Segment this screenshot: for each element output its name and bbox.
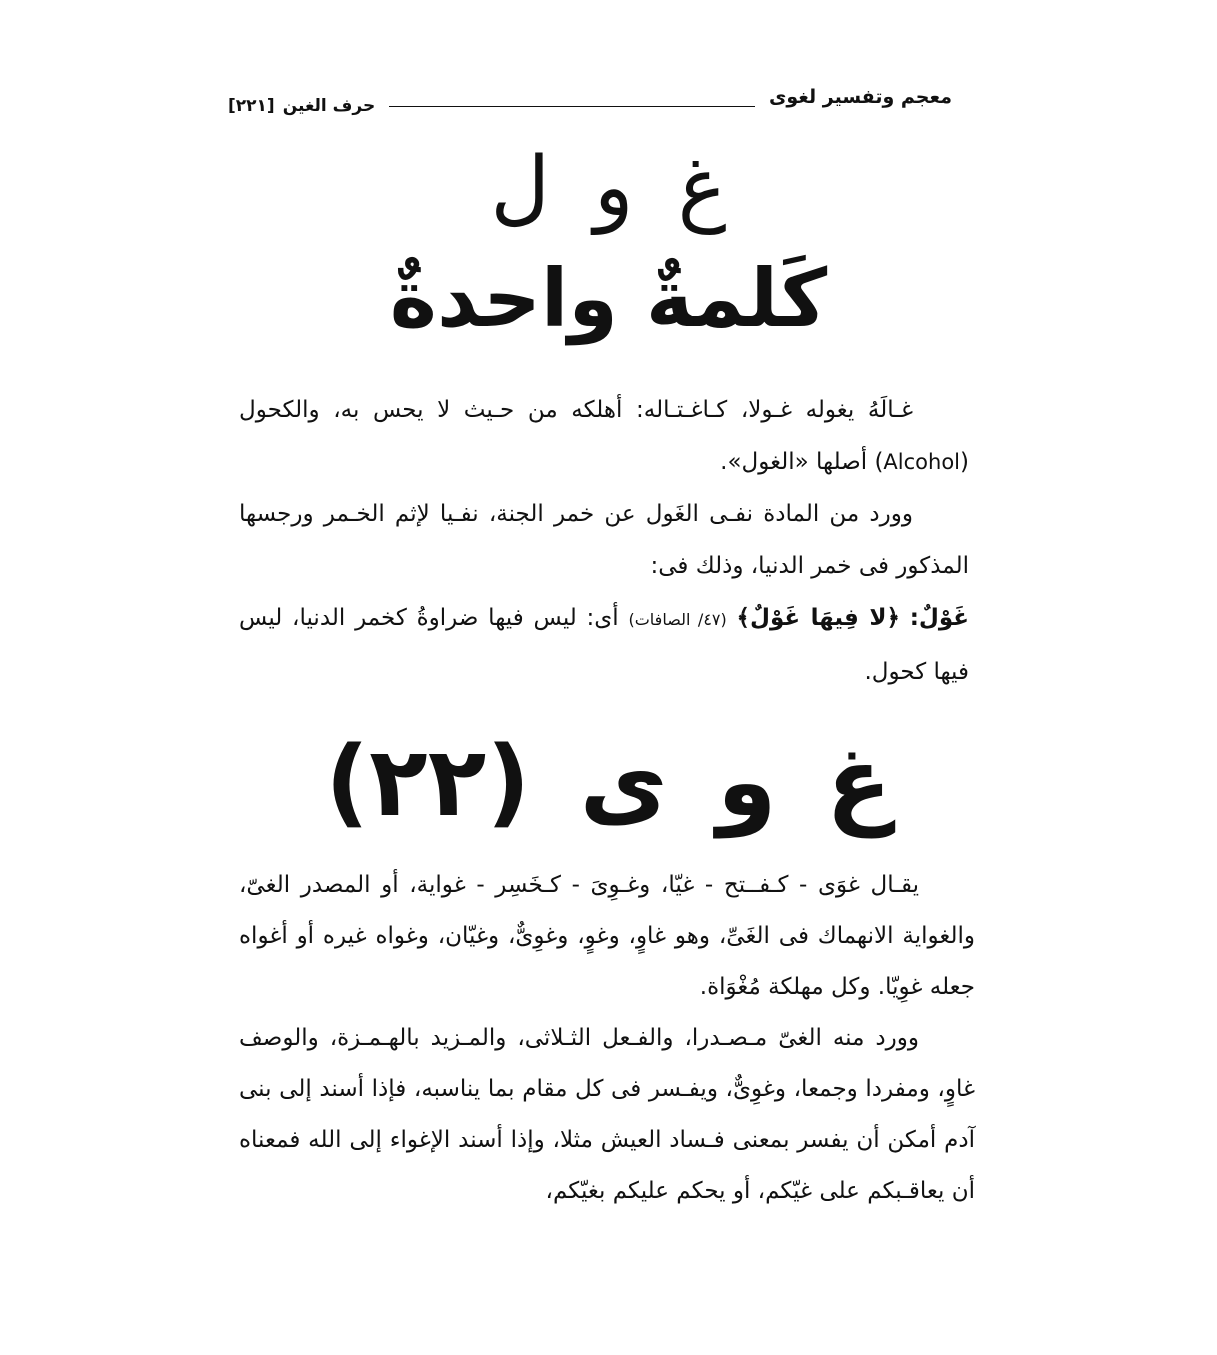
- quoted-word: غَوْلٌ:: [909, 605, 970, 631]
- alcohol-term: Alcohol: [883, 450, 961, 474]
- entry1-paragraph-2: وورد من المادة نفـى الغَول عن خمر الجنة، نفـيا لإثم الخـمر ورجسها المذكور فى خمر الدنيا، وذلك فى:: [239, 501, 969, 579]
- entry1-paragraph-1: [239, 384, 969, 488]
- entry2-body: [239, 860, 975, 1217]
- quote-explanation: أى: ليس فيها ضراوةُ كخمر الدنيا، ليس فيها كحول.: [239, 605, 969, 685]
- quran-verse: ﴿لا فِيهَا غَوْلٌ﴾: [736, 605, 900, 631]
- entry1-body: [239, 384, 969, 698]
- entry2-paragraph-1: يقـال غوَى - كـفــتح - غيّا، وغـوِىَ - كـخَسِر - غواية، أو المصدر الغىّ، والغواية الانهماك فى الغَىِّ، وهو غاوٍ، وغوٍ، وغوِىٌّ، وغيّان، وغواه غيره أو أغواه جعله غوِيّا. وكل مهلكة مُغْوَاة.: [239, 872, 975, 1000]
- header-rule: [389, 106, 755, 107]
- paragraph-text: غـالَهُ يغوله غـولا، كـاغـتـاله: أهلكه من حـيث لا يحس به، والكحول (: [239, 397, 969, 475]
- entry2-paragraph-2: وورد منه الغىّ مـصـدرا، والفـعل الثـلاثى، والمـزيد بالهـمـزة، والوصف غاوٍ، ومفردا وجمعا، وغوِىٌّ، ويفـسر فى كل مقام بما يناسبه، فإذا أسند إلى بنى آدم أمكن أن يفسر بمعنى فـساد العيش مثلا، وإذا أسند الإغواء إلى الله فمعناه أن يعاقـبكم على غيّكم، أو يحكم عليكم بغيّكم،: [239, 1025, 975, 1204]
- section-title: حرف الغين: [282, 96, 376, 116]
- entry-root-heading: غ و ل: [490, 140, 727, 235]
- entry-subtitle: كَلمةٌ واحدةٌ: [389, 252, 828, 345]
- entry2-root-heading: غ و ى (٢٢): [325, 726, 892, 838]
- running-header: [228, 84, 952, 120]
- entry1-quote: [239, 592, 969, 698]
- page-number: [٢٢١]: [228, 96, 275, 116]
- paragraph-tail: ) أصلها «الغول».: [720, 449, 884, 475]
- section-info: [228, 96, 375, 116]
- verse-reference: (٤٧/ الصافات): [628, 610, 727, 629]
- book-title: معجم وتفسير لغوى: [768, 86, 952, 108]
